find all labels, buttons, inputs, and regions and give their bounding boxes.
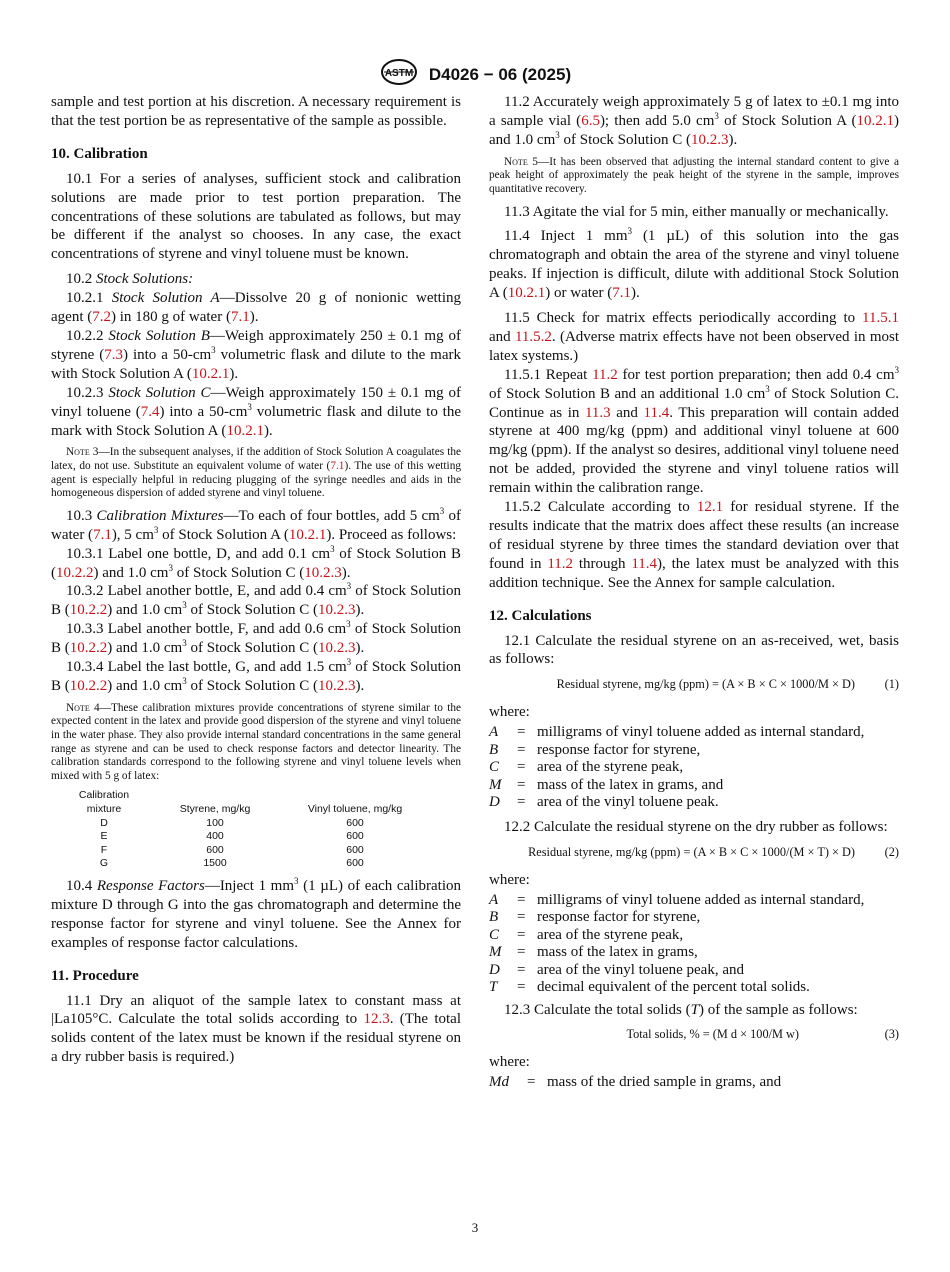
ref-10-2-3-link[interactable]: 10.2.3 bbox=[318, 677, 356, 694]
where-label: where: bbox=[489, 704, 530, 721]
paragraph-11-5: 11.5 Check for matrix effects periodically according to 11.5.1 and 11.5.2. (Adverse matrix effects have not been observed in most latex systems.) bbox=[489, 310, 899, 364]
ref-6-5-link[interactable]: 6.5 bbox=[581, 112, 600, 129]
paragraph-11-2: 11.2 Accurately weigh approximately 5 g of latex to ±0.1 mg into a sample vial (6.5); then add 5.0 $cm^3$ of Stock Solution A (10.2.1) and 1.0 $cm^3$ of Stock Solution C (10.2.3). bbox=[489, 94, 899, 148]
list-item: B = response factor for styrene, bbox=[489, 909, 701, 926]
paragraph-10-2: 10.2 Stock Solutions: bbox=[66, 271, 194, 288]
ref-10-2-3-link[interactable]: 10.2.3 bbox=[318, 640, 356, 657]
equation-3 bbox=[489, 1023, 899, 1045]
paragraph-10-2-2: 10.2.2 Stock Solution B—Weigh approximately 250 ± 0.1 mg of styrene (7.3) into a $50-cm^3$ volumetric flask and dilute to the mark with Stock Solution A (10.2.1). bbox=[51, 327, 462, 382]
equation-3-body: Total solids, % = (M d × 100/M w) bbox=[626, 1027, 799, 1042]
paragraph-11-4: 11.4 Inject 1 $mm^3$ (1 µL) of this solution into the gas chromatograph and obtain the area of the styrene and vinyl toluene peaks. If injection is difficult, dilute with additional Stock Solution A (10.2.1) or water (7.1). bbox=[489, 226, 899, 302]
paragraph-10-3-4: 10.3.4 Label the last bottle, G, and add 1.5 $cm^3$ of Stock Solution B (10.2.2) and 1.0 $cm^3$ of Stock Solution C (10.2.3). bbox=[51, 657, 462, 694]
paragraph-10-1: 10.1 For a series of analyses, sufficient stock and calibration solutions are made prior to test portion preparation. The concentrations of these solutions are tabulated as follows, but may be different if the analyst so chooses. In any case, the exact concentrations of styrene and vinyl toluene must be known. bbox=[51, 170, 461, 263]
equation-3-number: (3) bbox=[884, 1027, 899, 1042]
table-row: E 400 600 bbox=[100, 830, 364, 843]
ref-10-2-1-link[interactable]: 10.2.1 bbox=[507, 285, 546, 302]
ref-11-2-link[interactable]: 11.2 bbox=[592, 366, 618, 383]
list-item: B = response factor for styrene, bbox=[489, 741, 701, 758]
ref-12-1-link[interactable]: 12.1 bbox=[696, 499, 724, 516]
section-11-heading: 11. Procedure bbox=[51, 967, 139, 984]
ref-11-2-link[interactable]: 11.2 bbox=[547, 555, 574, 572]
equation-2 bbox=[489, 841, 899, 863]
paragraph-10-3-2: 10.3.2 Label another bottle, E, and add 0.4 $cm^3$ of Stock Solution B (10.2.2) and 1.0 $cm^3$ of Stock Solution C (10.2.3). bbox=[51, 581, 461, 619]
equation-2-number: (2) bbox=[884, 844, 899, 859]
svg-text:ASTM: ASTM bbox=[384, 68, 414, 79]
ref-7-4-link[interactable]: 7.4 bbox=[140, 403, 160, 420]
left-column bbox=[51, 93, 461, 1067]
paragraph-10-3: 10.3 Calibration Mixtures—To each of four bottles, add 5 $cm^3$ of water (7.1), 5 $cm^3$ of Stock Solution A (10.2.1). Proceed as follows: bbox=[51, 505, 462, 543]
cal-header-mixture: Calibration mixture bbox=[78, 789, 130, 815]
ref-10-2-1-link[interactable]: 10.2.1 bbox=[226, 422, 264, 439]
ref-7-1-link[interactable]: 7.1 bbox=[93, 526, 112, 543]
paragraph-10-2-1: 10.2.1 Stock Solution A—Dissolve 20 g of nonionic wetting agent (7.2) in 180 g of water (7.1). bbox=[51, 290, 461, 326]
table-row: F 600 600 bbox=[100, 843, 364, 856]
paragraph-12-2: 12.2 Calculate the residual styrene on the dry rubber as follows: bbox=[504, 818, 888, 835]
paragraph-11-3: 11.3 Agitate the vial for 5 min, either manually or mechanically. bbox=[504, 203, 889, 220]
variables-list-1 bbox=[489, 724, 899, 812]
ref-10-2-2-link[interactable]: 10.2.2 bbox=[69, 602, 108, 619]
page-number: 3 bbox=[471, 1220, 479, 1235]
paragraph-11-5-2: 11.5.2 Calculate according to 12.1 for residual styrene. If the results indicate that the matrix does affect these results (an increase of residual styrene by three times the standard deviation over that found in 11.2 through 11.4), the latex must be analyzed with this addition technique. See the Annex for sample calculation. bbox=[489, 499, 900, 591]
paragraph-12-3: 12.3 Calculate the total solids (T) of the sample as follows: bbox=[504, 1001, 858, 1018]
ref-10-2-2-link[interactable]: 10.2.2 bbox=[69, 640, 108, 657]
equation-2-body: Residual styrene, mg/kg (ppm) = (A × B × C × 1000/(M × T) × D) bbox=[528, 844, 855, 859]
ref-10-2-3-link[interactable]: 10.2.3 bbox=[318, 602, 356, 619]
paragraph-11-1: 11.1 Dry an aliquot of the sample latex to constant mass at |La105°C. Calculate the total solids according to 12.3. (The total solids content of the latex must be known if the residual styrene on a dry rubber basis is required.) bbox=[51, 992, 461, 1066]
equation-1-body: Residual styrene, mg/kg (ppm) = (A × B × C × 1000/M × D) bbox=[556, 677, 855, 692]
ref-7-1-link[interactable]: 7.1 bbox=[330, 460, 345, 472]
list-item: M = mass of the latex in grams, bbox=[489, 944, 698, 961]
paragraph-10-2-3: 10.2.3 Stock Solution C—Weigh approximately 150 ± 0.1 mg of vinyl toluene (7.4) into a $50-cm^3$ volumetric flask and dilute to the mark with Stock Solution A (10.2.1). bbox=[51, 384, 462, 439]
note-4: Note 4—These calibration mixtures provide concentrations of styrene similar to the expected content in the latex and provide good dispersion of the styrene and vinyl toluene in the water phase. They also provide internal standard concentrations in the same general range as styrene and can be used to check response factors and detector linearity. The calibration standards correspond to the following styrene and vinyl toluene levels when mixed with 5 g of latex: bbox=[51, 701, 462, 782]
list-item: C = area of the styrene peak, bbox=[489, 926, 684, 943]
ref-7-1-link[interactable]: 7.1 bbox=[230, 309, 250, 326]
ref-11-5-1-link[interactable]: 11.5.1 bbox=[862, 310, 899, 327]
ref-10-2-1-link[interactable]: 10.2.1 bbox=[191, 365, 230, 382]
ref-7-2-link[interactable]: 7.2 bbox=[92, 309, 111, 326]
ref-11-3-link[interactable]: 11.3 bbox=[584, 404, 611, 421]
list-item: D = area of the vinyl toluene peak, and bbox=[489, 961, 744, 978]
ref-7-3-link[interactable]: 7.3 bbox=[104, 346, 124, 363]
cal-header-vinyl-toluene: Vinyl toluene, mg/kg bbox=[307, 803, 403, 815]
list-item: Md = mass of the dried sample in grams, and bbox=[489, 1074, 782, 1091]
list-item: T = decimal equivalent of the percent total solids. bbox=[489, 979, 810, 996]
astm-logo-icon bbox=[379, 58, 419, 91]
list-item: A = milligrams of vinyl toluene added as internal standard, bbox=[489, 724, 865, 741]
table-row: D 100 600 bbox=[100, 816, 364, 829]
where-label: where: bbox=[489, 1054, 530, 1071]
ref-10-2-3-link[interactable]: 10.2.3 bbox=[304, 564, 342, 581]
paragraph-10-4: 10.4 Response Factors—Inject 1 $mm^3$ (1 µL) of each calibration mixture D through G into the gas chromatograph and determine the response factor for styrene and vinyl toluene. See the Annex for examples of response factor calculations. bbox=[51, 875, 462, 951]
note-3: Note 3—In the subsequent analyses, if the addition of Stock Solution A coagulates the latex, do not use. Substitute an equivalent volume of water (7.1). The use of this wetting agent is especially helpful in reducing plugging of the syringe needles and aids in the homogeneous dispersion of added styrene and vinyl toluene. bbox=[51, 446, 462, 500]
ref-10-2-1-link[interactable]: 10.2.1 bbox=[856, 112, 894, 129]
ref-12-3-link[interactable]: 12.3 bbox=[363, 1011, 390, 1028]
equation-1-number: (1) bbox=[884, 677, 899, 692]
list-item: D = area of the vinyl toluene peak. bbox=[489, 794, 719, 811]
ref-10-2-2-link[interactable]: 10.2.2 bbox=[69, 677, 108, 694]
ref-10-2-1-link[interactable]: 10.2.1 bbox=[288, 526, 327, 543]
ref-11-5-2-link[interactable]: 11.5.2 bbox=[514, 328, 552, 345]
paragraph-10-3-3: 10.3.3 Label another bottle, F, and add 0.6 $cm^3$ of Stock Solution B (10.2.2) and 1.0 $cm^3$ of Stock Solution C (10.2.3). bbox=[51, 619, 461, 657]
note-5: Note 5—It has been observed that adjusting the internal standard content to give a peak height of approximately the peak height of the styrene in the sample, improves quantitative recovery. bbox=[489, 155, 899, 195]
variables-list-3 bbox=[489, 1074, 899, 1092]
variables-list-2 bbox=[489, 892, 899, 997]
ref-10-2-3-link[interactable]: 10.2.3 bbox=[691, 131, 729, 148]
list-item: A = milligrams of vinyl toluene added as internal standard, bbox=[489, 891, 865, 908]
right-column bbox=[489, 93, 899, 1096]
paragraph-10-3-1: 10.3.1 Label one bottle, D, and add 0.1 $cm^3$ of Stock Solution B (10.2.2) and 1.0 $cm^3$ of Stock Solution C (10.2.3). bbox=[51, 543, 462, 581]
paragraph-11-5-1: 11.5.1 Repeat 11.2 for test portion preparation; then add 0.4 $cm^3$ of Stock Solution B and an additional 1.0 $cm^3$ of Stock Solution C. Continue as in 11.3 and 11.4. This preparation will contain added styrene at 400 mg/kg (ppm) and additional vinyl toluene at 600 mg/kg (ppm). If the analyst so desires, additional vinyl toluene need not be added, provided the styrene and vinyl toluene ratios will remain within the calibration range. bbox=[489, 364, 900, 497]
table-row: G 1500 600 bbox=[99, 857, 364, 870]
calibration-table bbox=[51, 789, 461, 871]
list-item: M = mass of the latex in grams, and bbox=[489, 776, 724, 793]
section-12-heading: 12. Calculations bbox=[489, 607, 592, 624]
equation-1 bbox=[489, 673, 899, 695]
ref-10-2-2-link[interactable]: 10.2.2 bbox=[56, 564, 94, 581]
paragraph-12-1: 12.1 Calculate the residual styrene on an as-received, wet, basis as follows: bbox=[489, 632, 899, 668]
ref-7-1-link[interactable]: 7.1 bbox=[612, 285, 632, 302]
document-id: D4026 − 06 (2025) bbox=[428, 64, 572, 84]
ref-11-4-link[interactable]: 11.4 bbox=[631, 555, 658, 572]
where-label: where: bbox=[489, 871, 530, 888]
section-10-heading: 10. Calibration bbox=[51, 145, 148, 162]
ref-11-4-link[interactable]: 11.4 bbox=[643, 404, 670, 421]
list-item: C = area of the styrene peak, bbox=[489, 759, 684, 776]
cal-header-styrene: Styrene, mg/kg bbox=[179, 803, 251, 815]
intro-paragraph: sample and test portion at his discretion. A necessary requirement is that the test portion be as representative of the sample as possible. bbox=[51, 94, 461, 129]
page-header bbox=[0, 58, 950, 82]
